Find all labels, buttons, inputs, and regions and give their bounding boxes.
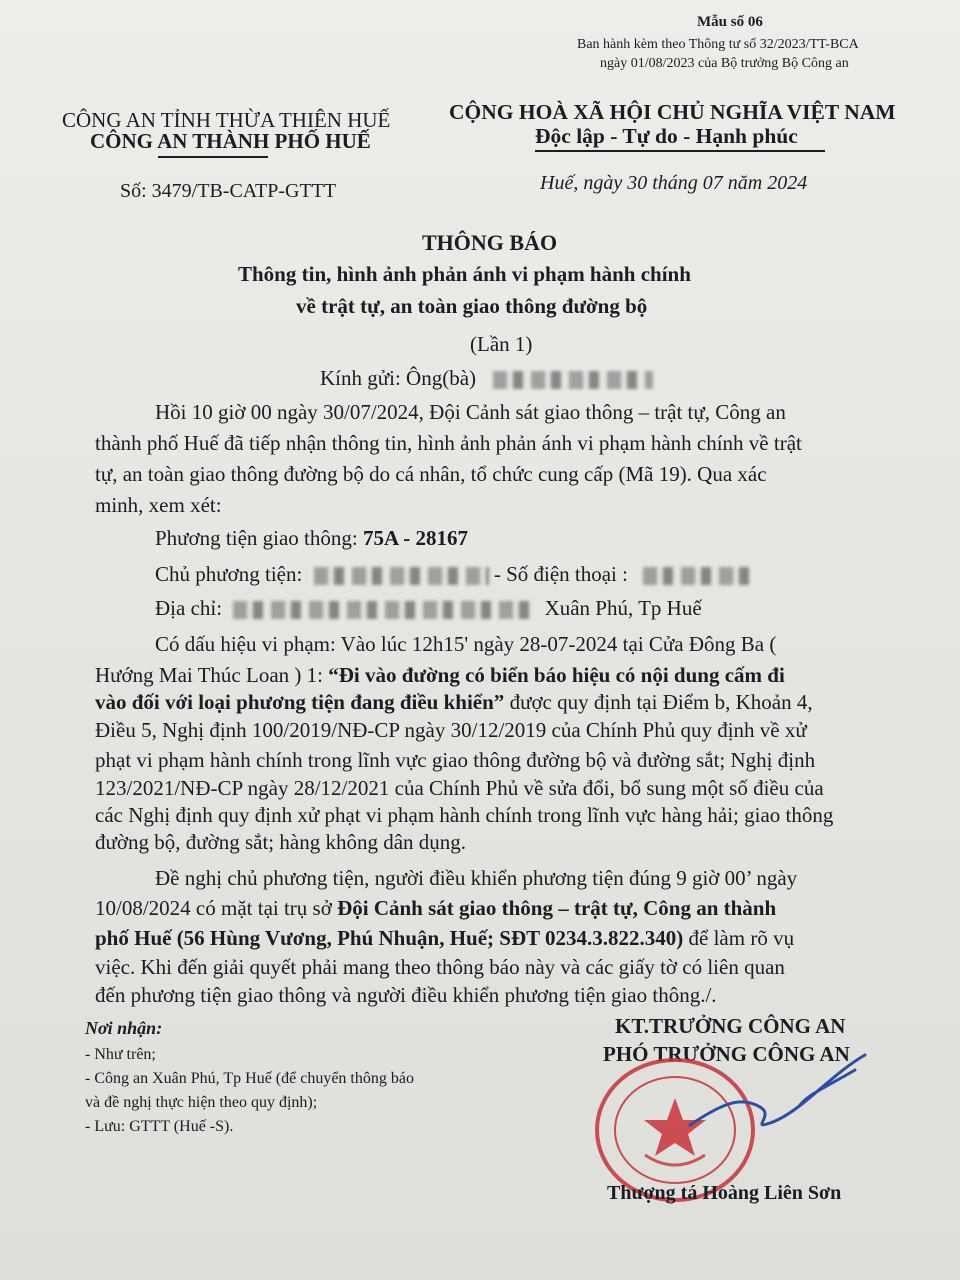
violation-line-5: phạt vi phạm hành chính trong lĩnh vực giao thông đường bộ và đường sắt; Nghị định [95,748,816,772]
violation-line-6: 123/2021/NĐ-CP ngày 28/12/2021 của Chính Phủ về sửa đổi, bổ sung một số điều của [95,776,824,800]
violation-act-part1: “Đi vào đường có biển báo hiệu có nội dung cấm đi [328,663,785,687]
vehicle-address-line [155,596,702,621]
agency-name: CÔNG AN THÀNH PHỐ HUẾ [90,129,371,153]
signature-role-2: PHÓ TRƯỞNG CÔNG AN [603,1042,850,1066]
agency-underline [158,156,268,158]
violation-line-7: các Nghị định quy định xử phạt vi phạm hành chính trong lĩnh vực hàng hải; giao thông [95,803,834,827]
form-code: Mẫu số 06 [697,14,763,30]
handwritten-signature [680,1035,880,1155]
redacted-owner-name [314,567,489,585]
signature-role-1: KT.TRƯỞNG CÔNG AN [615,1014,846,1038]
request-line-5: đến phương tiện giao thông và người điều khiển phương tiện giao thông./. [95,983,717,1007]
vehicle-plate-label: Phương tiện giao thông: [155,526,358,550]
agency-parent: CÔNG AN TỈNH THỪA THIÊN HUẾ [62,108,391,132]
request-office-part1: Đội Cảnh sát giao thông – trật tự, Công an thành [337,896,777,920]
motto-underline [535,150,825,152]
document-number: Số: 3479/TB-CATP-GTTT [120,180,337,202]
document-subtitle-1: Thông tin, hình ảnh phản ánh vi phạm hành chính [238,262,691,286]
violation-regulation: được quy định tại Điểm b, Khoản 4, [504,690,813,714]
request-line-1: Đề nghị chủ phương tiện, người điều khiển phương tiện đúng 9 giờ 00’ ngày [155,866,798,890]
owner-label: Chủ phương tiện: [155,562,303,586]
document-date: Huế, ngày 30 tháng 07 năm 2024 [540,172,808,194]
intro-line-4: minh, xem xét: [95,493,222,517]
request-purpose: để làm rõ vụ [683,926,795,950]
intro-line-2: thành phố Huế đã tiếp nhận thông tin, hình ảnh phản ánh vi phạm hành chính về trật [95,431,802,455]
vehicle-plate: 75A - 28167 [362,526,468,550]
request-line-2 [95,896,776,921]
receiver-item-1: - Như trên; [85,1046,156,1063]
receiver-item-2b: và đề nghị thực hiện theo quy định); [85,1094,318,1111]
form-issued-line2: ngày 01/08/2023 của Bộ trưởng Bộ Công an [600,56,849,71]
violation-line-4: Điều 5, Nghị định 100/2019/NĐ-CP ngày 30/12/2019 của Chính Phủ quy định về xử [95,718,807,742]
nation-motto: Độc lập - Tự do - Hạnh phúc [535,124,798,148]
vehicle-owner-line [155,562,753,587]
violation-line-3 [95,690,813,715]
nation-name: CỘNG HOÀ XÃ HỘI CHỦ NGHĨA VIỆT NAM [449,100,896,124]
document-round: (Lần 1) [470,332,533,356]
address-label: Địa chỉ: [155,596,223,620]
receiver-item-3: - Lưu: GTTT (Huế -S). [85,1118,234,1135]
form-issued-line1: Ban hành kèm theo Thông tư số 32/2023/TT-BCA [577,37,859,52]
intro-line-3: tự, an toàn giao thông đường bộ do cá nhân, tổ chức cung cấp (Mã 19). Qua xác [95,462,767,486]
receiver-item-2: - Công an Xuân Phú, Tp Huế (để chuyển thông báo [85,1070,414,1087]
redacted-address [233,601,533,619]
violation-line-1: Có dấu hiệu vi phạm: Vào lúc 12h15' ngày 28-07-2024 tại Cửa Đông Ba ( [155,632,777,656]
request-line-4: việc. Khi đến giải quyết phải mang theo thông báo này và các giấy tờ có liên quan [95,955,785,979]
violation-line-8: đường bộ, đường sắt; hàng không dân dụng. [95,830,467,854]
signer-name: Thượng tá Hoàng Liên Sơn [607,1182,842,1204]
request-office-part2: phố Huế (56 Hùng Vương, Phú Nhuận, Huế; SĐT 0234.3.822.340) [95,926,684,950]
recipient-line [320,366,653,391]
phone-label: - Số điện thoại : [493,562,628,586]
violation-location: Hướng Mai Thúc Loan ) 1: [95,663,329,687]
intro-line-1: Hồi 10 giờ 00 ngày 30/07/2024, Đội Cảnh sát giao thông – trật tự, Công an [155,400,786,424]
violation-act-part2: vào đối với loại phương tiện đang điều khiển” [95,690,505,714]
vehicle-plate-line [155,526,468,551]
document-title: THÔNG BÁO [422,230,558,255]
receivers-label: Nơi nhận: [85,1018,163,1038]
request-line-3 [95,926,794,951]
redacted-recipient-name [493,371,653,389]
redacted-phone [643,567,753,585]
address-tail: Xuân Phú, Tp Huế [544,596,702,620]
violation-line-2 [95,663,785,688]
request-date: 10/08/2024 có mặt tại trụ sở [95,896,338,920]
recipient-label: Kính gửi: Ông(bà) [320,366,477,390]
document-subtitle-2: về trật tự, an toàn giao thông đường bộ [296,294,648,318]
